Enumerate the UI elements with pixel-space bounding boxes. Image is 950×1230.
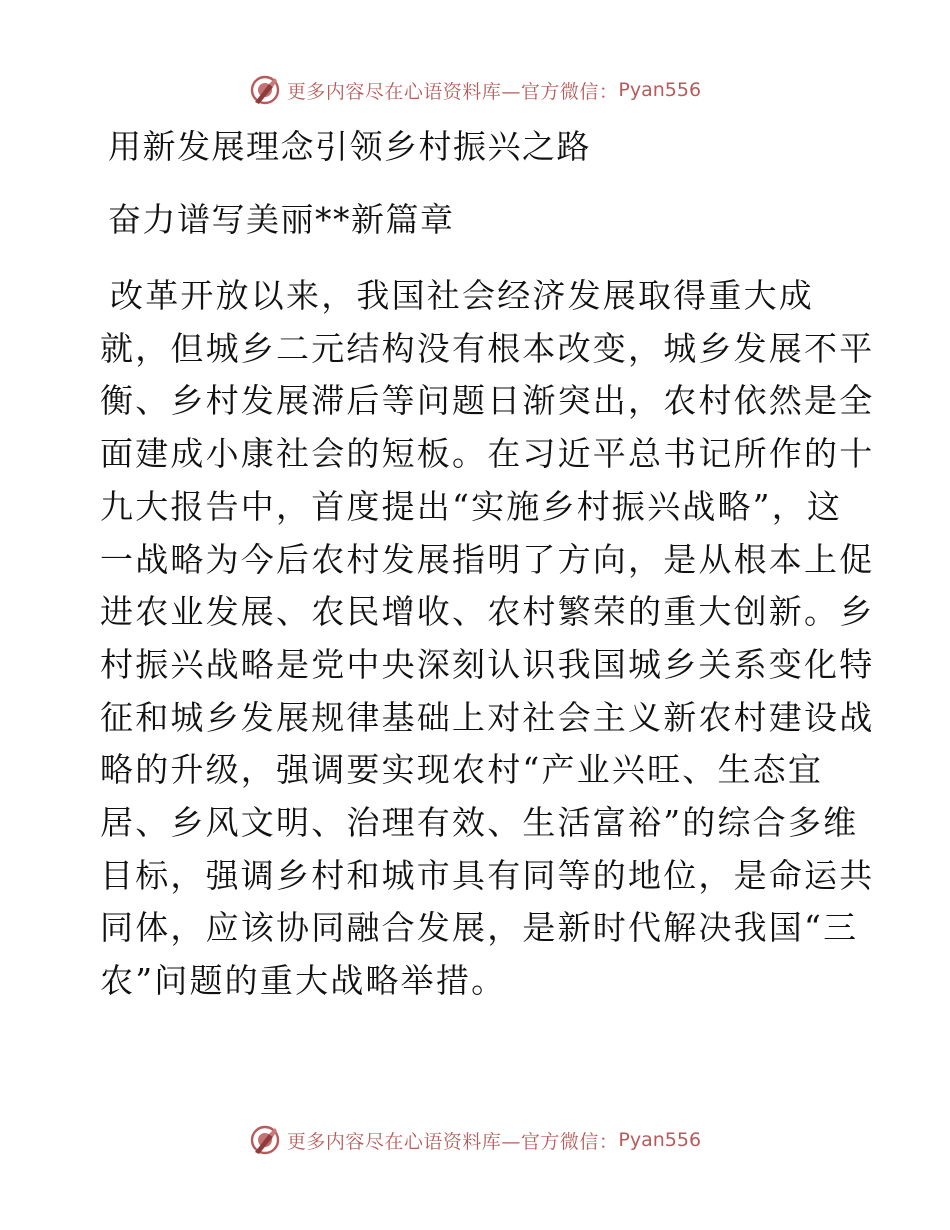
document-title: 用新发展理念引领乡村振兴之路 xyxy=(108,127,591,166)
pen-logo-icon xyxy=(249,1124,281,1156)
body-line: 衡、乡村发展滞后等问题日渐突出，农村依然是全 xyxy=(100,381,875,421)
body-line: 居、乡风文明、治理有效、生活富裕”的综合多维 xyxy=(100,803,859,843)
pen-logo-icon xyxy=(249,74,281,106)
watermark-wechat-id: Pyan556 xyxy=(618,1129,702,1151)
document-subtitle: 奋力谱写美丽**新篇章 xyxy=(108,200,455,239)
watermark-wechat-id: Pyan556 xyxy=(618,79,702,101)
body-line: 目标，强调乡村和城市具有同等的地位，是命运共 xyxy=(100,855,875,895)
body-line: 略的升级，强调要实现农村“产业兴旺、生态宜 xyxy=(100,750,824,790)
body-line: 面建成小康社会的短板。在习近平总书记所作的十 xyxy=(100,434,875,474)
body-line: 同体，应该协同融合发展，是新时代解决我国“三 xyxy=(100,908,859,948)
body-line: 改革开放以来，我国社会经济发展取得重大成 xyxy=(110,276,814,315)
document-body xyxy=(100,270,875,1008)
body-line: 一战略为今后农村发展指明了方向，是从根本上促 xyxy=(100,539,875,579)
body-line: 村振兴战略是党中央深刻认识我国城乡关系变化特 xyxy=(100,644,875,684)
header-watermark-banner xyxy=(0,70,950,110)
watermark-text: 更多内容尽在心语资料库—官方微信： xyxy=(286,1130,619,1153)
body-line: 就，但城乡二元结构没有根本改变，城乡发展不平 xyxy=(100,328,875,368)
body-line: 九大报告中，首度提出“实施乡村振兴战略”，这 xyxy=(100,486,843,526)
footer-watermark-banner xyxy=(0,1120,950,1160)
body-line: 征和城乡发展规律基础上对社会主义新农村建设战 xyxy=(100,697,875,737)
watermark-text: 更多内容尽在心语资料库—官方微信： xyxy=(286,80,619,103)
body-line: 进农业发展、农民增收、农村繁荣的重大创新。乡 xyxy=(100,592,875,632)
body-line: 农”问题的重大战略举措。 xyxy=(100,961,507,1001)
